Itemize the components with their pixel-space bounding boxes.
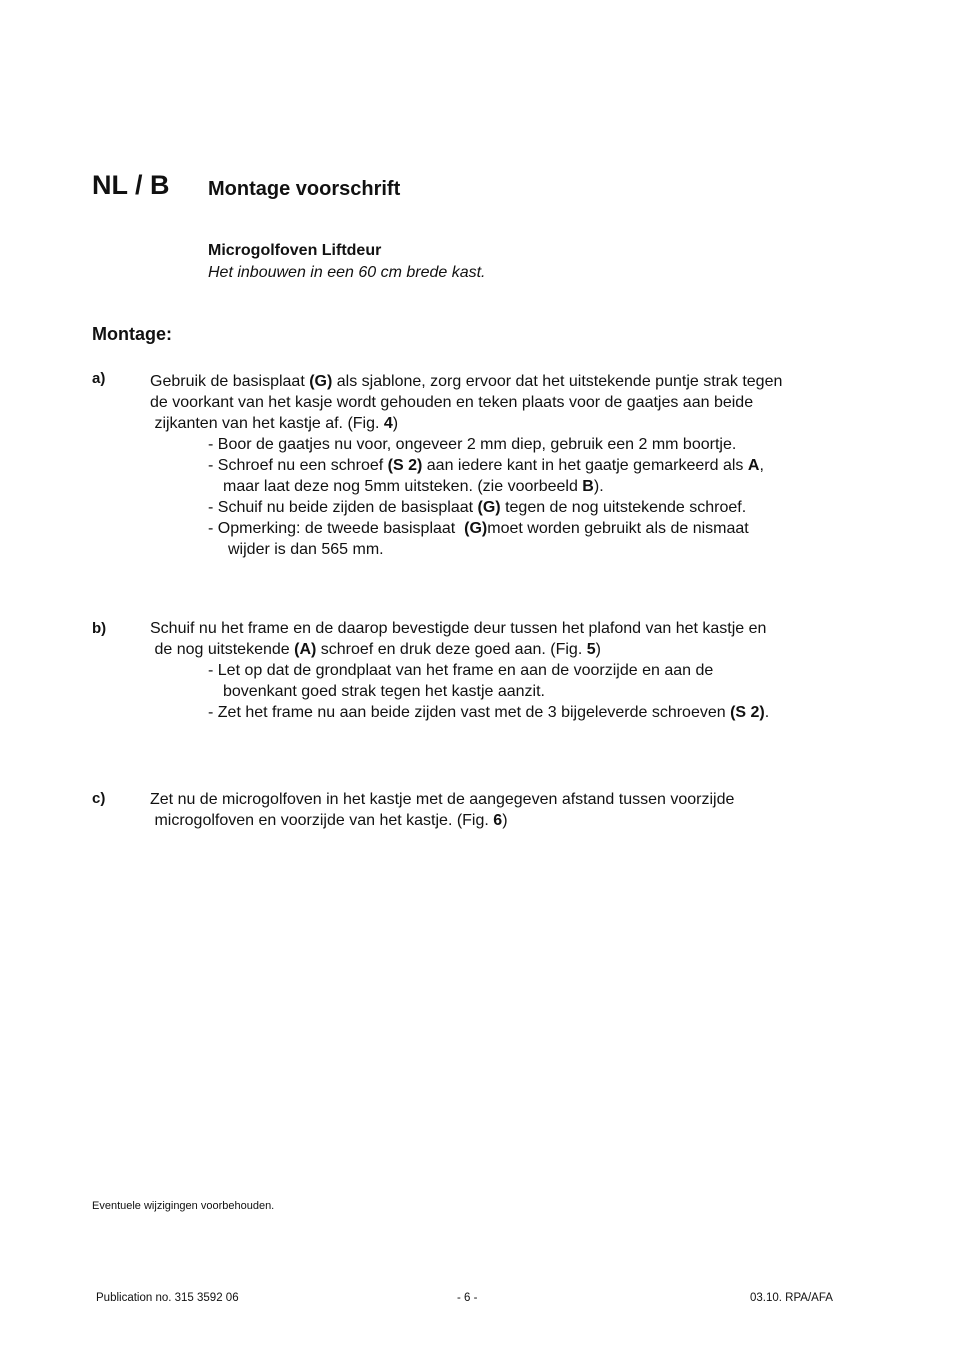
page-title: Montage voorschrift: [208, 178, 401, 200]
footnote: Eventuele wijzigingen voorbehouden.: [92, 1200, 275, 1212]
step-b-marker: b): [92, 620, 107, 637]
step-a-line-5: - Schroef nu een schroef (S 2) aan iedere kant in het gaatje gemarkeerd als A,: [208, 457, 764, 474]
step-a-line-8: - Opmerking: de tweede basisplaat (G)moet worden gebruikt als de nismaat: [208, 520, 749, 537]
step-c-line-2: microgolfoven en voorzijde van het kastje. (Fig. 6): [150, 812, 508, 829]
step-a-line-4: - Boor de gaatjes nu voor, ongeveer 2 mm diep, gebruik een 2 mm boortje.: [208, 436, 737, 453]
step-a-line-6: maar laat deze nog 5mm uitsteken. (zie voorbeeld B).: [223, 478, 604, 495]
document-code: 03.10. RPA/AFA: [750, 1292, 833, 1304]
step-c-marker: c): [92, 790, 106, 807]
product-name: Microgolfoven Liftdeur: [208, 242, 382, 259]
language-code: NL / B: [92, 170, 170, 200]
section-title: Montage:: [92, 324, 172, 344]
step-b-line-4: bovenkant goed strak tegen het kastje aanzit.: [223, 683, 545, 700]
publication-number: Publication no. 315 3592 06: [96, 1292, 239, 1304]
step-a-line-1: Gebruik de basisplaat (G) als sjablone, zorg ervoor dat het uitstekende puntje strak tegen: [150, 373, 783, 390]
step-a-line-7: - Schuif nu beide zijden de basisplaat (G) tegen de nog uitstekende schroef.: [208, 499, 747, 516]
step-b-line-5: - Zet het frame nu aan beide zijden vast met de 3 bijgeleverde schroeven (S 2).: [208, 704, 770, 721]
page-number: - 6 -: [457, 1292, 478, 1304]
step-a-marker: a): [92, 370, 106, 387]
step-c-line-1: Zet nu de microgolfoven in het kastje met de aangegeven afstand tussen voorzijde: [150, 791, 735, 808]
step-a-line-9: wijder is dan 565 mm.: [228, 541, 384, 558]
step-b-line-2: de nog uitstekende (A) schroef en druk deze goed aan. (Fig. 5): [150, 641, 601, 658]
step-a-line-3: zijkanten van het kastje af. (Fig. 4): [150, 415, 399, 432]
step-b-line-3: - Let op dat de grondplaat van het frame en aan de voorzijde en aan de: [208, 662, 714, 679]
step-b-line-1: Schuif nu het frame en de daarop bevestigde deur tussen het plafond van het kastje en: [150, 620, 767, 637]
step-a-line-2: de voorkant van het kasje wordt gehouden en teken plaats voor de gaatjes aan beide: [150, 394, 754, 411]
product-subtitle: Het inbouwen in een 60 cm brede kast.: [208, 264, 486, 281]
